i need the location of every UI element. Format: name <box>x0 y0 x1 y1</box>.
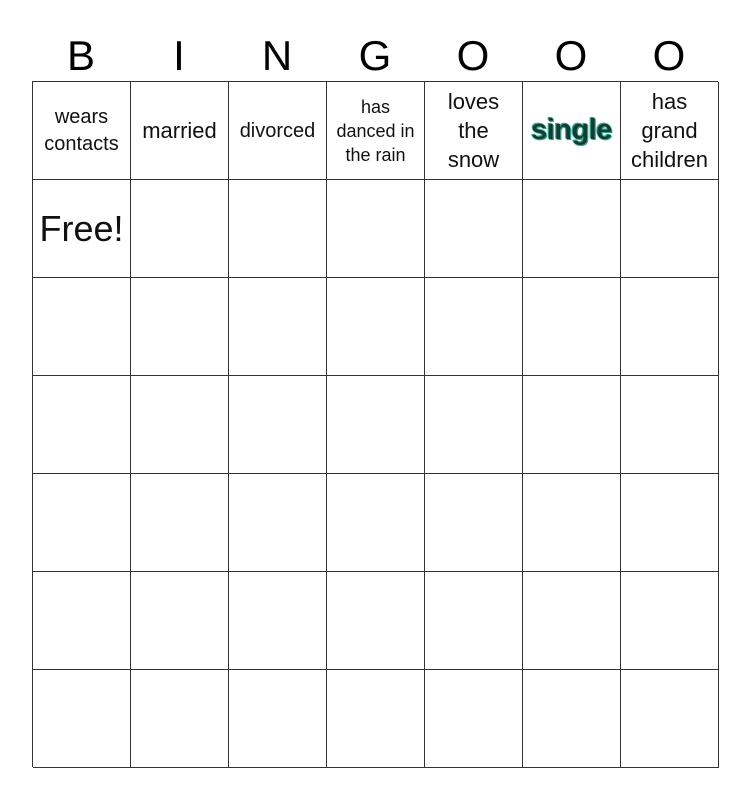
bingo-cell[interactable] <box>131 670 229 768</box>
bingo-cell[interactable] <box>131 82 229 180</box>
bingo-cell[interactable] <box>33 376 131 474</box>
bingo-cell[interactable] <box>327 82 425 180</box>
header-letter-o-1: O <box>456 32 490 79</box>
bingo-cell[interactable] <box>523 474 621 572</box>
cell-text: married <box>142 117 217 143</box>
bingo-cell[interactable] <box>523 670 621 768</box>
bingo-cell[interactable] <box>229 376 327 474</box>
bingo-cell[interactable] <box>425 670 523 768</box>
cell-text: single <box>531 114 612 146</box>
bingo-cell[interactable] <box>33 474 131 572</box>
bingo-cell[interactable] <box>425 376 523 474</box>
free-space-label: Free! <box>39 207 124 249</box>
bingo-cell[interactable] <box>33 82 131 180</box>
bingo-cell[interactable] <box>131 474 229 572</box>
bingo-cell[interactable] <box>229 180 327 278</box>
header-letter-i: I <box>173 32 185 79</box>
bingo-cell[interactable] <box>621 376 719 474</box>
bingo-cell[interactable] <box>523 82 621 180</box>
bingo-cell[interactable] <box>131 180 229 278</box>
bingo-cell[interactable] <box>621 180 719 278</box>
bingo-cell[interactable] <box>131 376 229 474</box>
bingo-cell[interactable] <box>229 82 327 180</box>
bingo-cell[interactable] <box>33 278 131 376</box>
bingo-cell[interactable] <box>327 670 425 768</box>
bingo-cell[interactable] <box>523 376 621 474</box>
bingo-cell[interactable] <box>327 376 425 474</box>
bingo-cell[interactable] <box>33 670 131 768</box>
bingo-cell[interactable] <box>523 572 621 670</box>
cell-text: loves the snow <box>447 89 500 172</box>
bingo-cell[interactable] <box>425 572 523 670</box>
bingo-board <box>32 81 718 767</box>
bingo-header <box>32 32 718 80</box>
bingo-cell[interactable] <box>621 82 719 180</box>
header-letter-b: B <box>66 32 95 79</box>
bingo-cell[interactable] <box>229 278 327 376</box>
bingo-cell[interactable] <box>131 278 229 376</box>
cell-text: divorced <box>239 119 316 142</box>
bingo-cell[interactable] <box>229 474 327 572</box>
bingo-cell[interactable] <box>425 82 523 180</box>
bingo-cell[interactable] <box>33 572 131 670</box>
bingo-cell[interactable] <box>327 278 425 376</box>
header-letter-n: N <box>261 32 293 79</box>
bingo-cell[interactable] <box>131 572 229 670</box>
bingo-cell[interactable] <box>621 572 719 670</box>
bingo-cell[interactable] <box>327 572 425 670</box>
cell-text: has danced in the rain <box>336 96 415 165</box>
bingo-cell[interactable] <box>327 180 425 278</box>
free-space-cell[interactable] <box>33 180 131 278</box>
cell-text: has grand children <box>630 89 709 172</box>
bingo-cell[interactable] <box>229 572 327 670</box>
bingo-cell[interactable] <box>621 278 719 376</box>
bingo-cell[interactable] <box>229 670 327 768</box>
header-letter-o-3: O <box>652 32 686 79</box>
bingo-cell[interactable] <box>621 670 719 768</box>
bingo-cell[interactable] <box>621 474 719 572</box>
bingo-cell[interactable] <box>425 474 523 572</box>
bingo-cell[interactable] <box>523 180 621 278</box>
header-letter-o-2: O <box>554 32 588 79</box>
bingo-cell[interactable] <box>425 180 523 278</box>
bingo-cell[interactable] <box>327 474 425 572</box>
bingo-cell[interactable] <box>523 278 621 376</box>
cell-text: wears contacts <box>44 105 119 155</box>
bingo-cell[interactable] <box>425 278 523 376</box>
header-letter-g: G <box>358 32 392 79</box>
